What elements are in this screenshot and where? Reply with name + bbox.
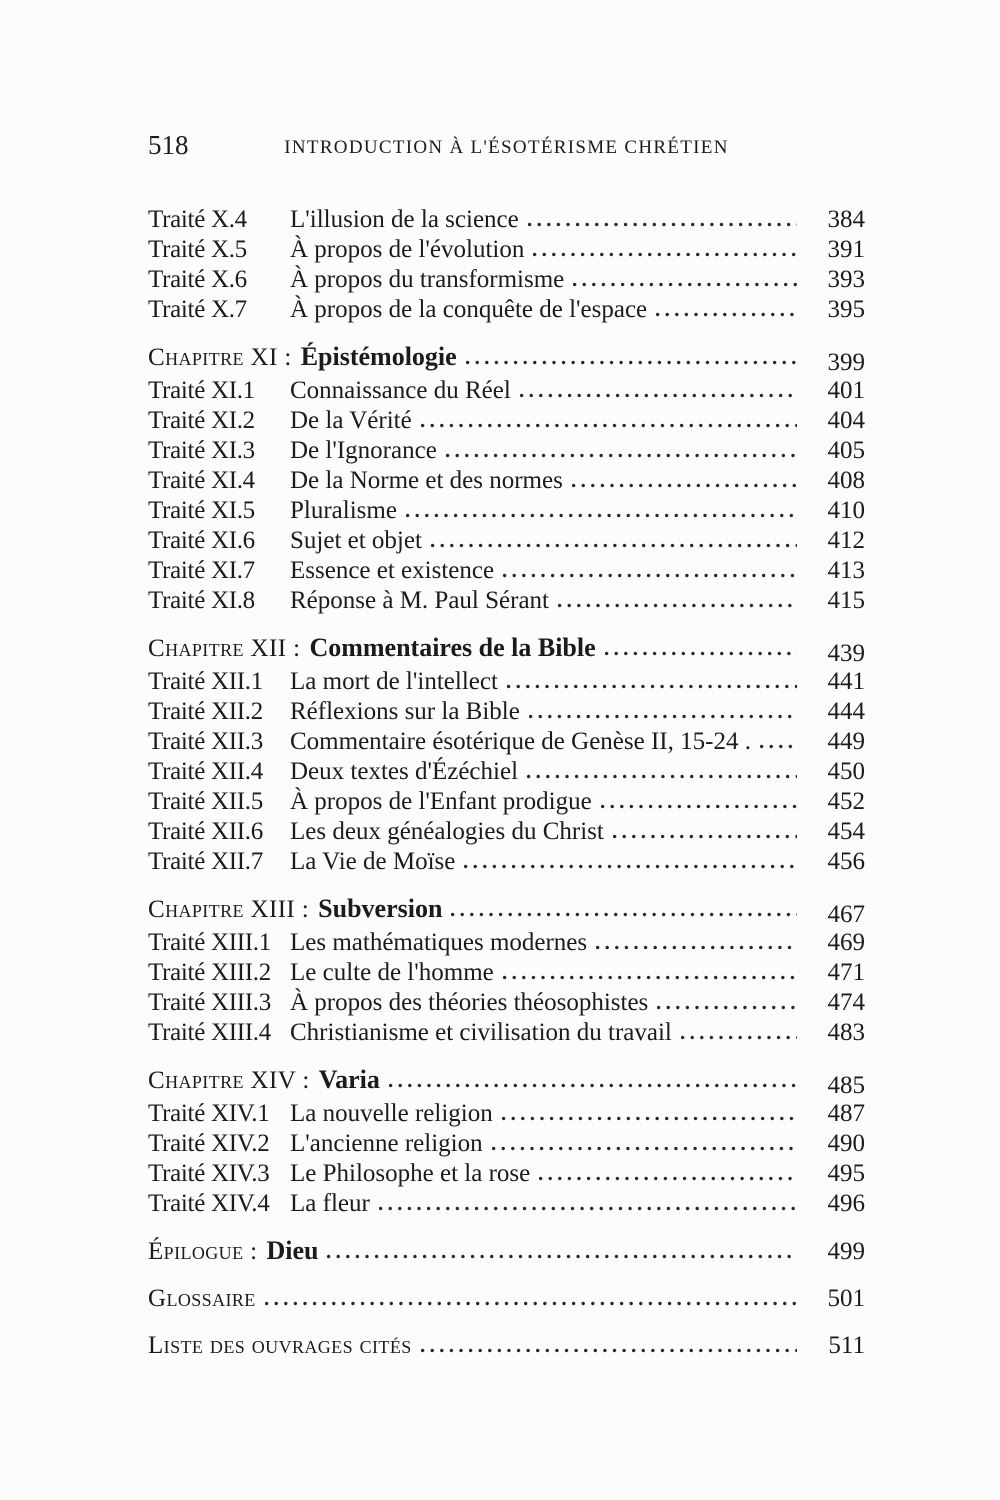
chapter-title: Commentaires de la Bible [309,633,596,662]
toc-entry-page: 452 [827,788,865,815]
toc-row [148,894,865,928]
toc-entry-page: 399 [827,349,865,376]
toc-row [148,235,865,265]
toc-row [148,958,865,988]
toc-entry-page: 410 [827,497,865,524]
toc-row [148,1018,865,1048]
toc-entry-page: 499 [827,1238,865,1265]
toc-entry-title: Essence et existence [290,557,495,584]
toc-entry-label: Traité XIII.1 [148,929,271,956]
toc-entry-title: À propos de l'évolution [290,236,525,263]
toc-entry-label: Traité X.4 [148,206,247,233]
toc-entry-label: Traité XIV.3 [148,1160,270,1187]
toc-entry-label: Traité XIV.2 [148,1130,270,1157]
dotted-leader [601,804,797,809]
toc-entry-title: Commentaire ésotérique de Genèse II, 15-24 . [290,728,751,755]
toc-row [148,633,865,667]
toc-entry-label: Traité XII.4 [148,758,263,785]
toc-row [148,1129,865,1159]
toc-entry-label: Traité XI.3 [148,437,255,464]
toc-entry-page: 415 [827,587,865,614]
toc-entry-page: 401 [827,377,865,404]
toc-row [148,205,865,235]
toc-entry-title: De la Vérité [290,407,412,434]
toc-entry-title: Les mathématiques modernes [290,929,588,956]
toc-entry-page: 412 [827,527,865,554]
dotted-leader [681,1035,797,1040]
toc-row [148,667,865,697]
toc-entry-page: 449 [827,728,865,755]
toc-entry-label: Traité XII.5 [148,788,263,815]
toc-row [148,757,865,787]
page-header [148,131,865,159]
chapter-prefix: Glossaire [148,1285,256,1312]
dotted-leader [421,1348,797,1353]
toc-entry-page: 485 [827,1072,865,1099]
dotted-leader [492,1146,797,1151]
toc-entry-title: À propos de l'Enfant prodigue [290,788,592,815]
toc-entry-label: Traité X.7 [148,296,247,323]
toc-entry-title: Sujet et objet [290,527,422,554]
toc-entry-title: Christianisme et civilisation du travail [290,1019,672,1046]
chapter-title: Dieu [266,1236,319,1265]
chapter-prefix: Épilogue : [148,1238,258,1265]
toc-row [148,265,865,295]
toc-entry-label: Traité XII.3 [148,728,263,755]
toc-entry-label: Traité XI.4 [148,467,255,494]
toc-entry-label: Traité XII.1 [148,668,263,695]
toc-entry-page: 395 [827,296,865,323]
toc-row [148,1159,865,1189]
dotted-leader [613,834,797,839]
dotted-leader [596,945,797,950]
page-number: 518 [148,130,189,160]
dotted-leader [656,312,797,317]
toc-entry-page: 496 [827,1190,865,1217]
dotted-leader [539,1176,797,1181]
dotted-leader [503,573,797,578]
toc-row [148,847,865,877]
toc-entry-title: À propos du transformisme [290,266,565,293]
toc-row [148,342,865,376]
toc-entry-page: 483 [827,1019,865,1046]
dotted-leader [327,1254,797,1259]
toc-entry-page: 404 [827,407,865,434]
toc-entry-label: Traité XII.2 [148,698,263,725]
toc-row [148,526,865,556]
toc-row [148,928,865,958]
toc-entry-label: Traité XI.8 [148,587,255,614]
toc-entry-page: 405 [827,437,865,464]
dotted-leader [265,1301,797,1306]
toc-entry-page: 391 [827,236,865,263]
toc-row [148,787,865,817]
chapter-title: Épistémologie [300,342,457,371]
toc-entry-label: Traité XI.5 [148,497,255,524]
dotted-leader [466,360,797,365]
toc-entry-page: 495 [827,1160,865,1187]
toc-row [148,406,865,436]
toc-entry-title: À propos de la conquête de l'espace [290,296,648,323]
toc-entry-page: 456 [827,848,865,875]
toc-row [148,817,865,847]
toc-row [148,436,865,466]
dotted-leader [605,651,797,656]
dotted-leader [431,543,797,548]
toc-entry-title: Réponse à M. Paul Sérant [290,587,549,614]
toc-entry-title: De la Norme et des normes [290,467,563,494]
toc-row [148,586,865,616]
dotted-leader [451,912,797,917]
toc-row [148,1189,865,1219]
toc-row [148,988,865,1018]
toc-entry-title: La nouvelle religion [290,1100,493,1127]
toc-entry-page: 511 [828,1332,865,1359]
dotted-leader [760,744,797,749]
toc-entry-label: Traité XIII.2 [148,959,271,986]
toc-entry-title: Les deux généalogies du Christ [290,818,604,845]
dotted-leader [528,222,797,227]
toc-entry-page: 490 [827,1130,865,1157]
dotted-leader [572,483,797,488]
dotted-leader [573,282,797,287]
dotted-leader [657,1005,797,1010]
toc-entry-page: 467 [827,901,865,928]
toc-row [148,1284,865,1314]
toc-entry-title: L'ancienne religion [290,1130,483,1157]
chapter-prefix: Chapitre XIII : [148,896,310,923]
toc-row [148,727,865,757]
dotted-leader [527,774,797,779]
toc-entry-page: 501 [827,1285,865,1312]
toc-entry-label: Traité XIII.4 [148,1019,271,1046]
toc-entry-label: Traité XIV.1 [148,1100,270,1127]
toc-row [148,1331,865,1361]
toc-entry-title: De l'Ignorance [290,437,437,464]
toc-entry-label: Traité XIII.3 [148,989,271,1016]
toc-entry-title: L'illusion de la science [290,206,519,233]
dotted-leader [406,513,797,518]
toc-entry-page: 487 [827,1100,865,1127]
dotted-leader [446,453,797,458]
toc-entry-title: Connaissance du Réel [290,377,511,404]
toc-entry-page: 439 [827,640,865,667]
running-title: INTRODUCTION À L'ÉSOTÉRISME CHRÉTIEN [284,137,729,158]
toc-entry-page: 454 [827,818,865,845]
toc-row [148,1065,865,1099]
toc-entry-title: La Vie de Moïse [290,848,456,875]
toc-entry-label: Traité XI.1 [148,377,255,404]
toc-entry-label: Traité XI.7 [148,557,255,584]
toc-entry-page: 393 [827,266,865,293]
toc-row [148,697,865,727]
toc-row [148,496,865,526]
dotted-leader [529,714,797,719]
dotted-leader [558,603,797,608]
toc-entry-label: Traité X.6 [148,266,247,293]
toc-entry-page: 474 [827,989,865,1016]
toc-row [148,376,865,406]
toc-entry-page: 408 [827,467,865,494]
toc-entry-title: La mort de l'intellect [290,668,498,695]
dotted-leader [464,864,797,869]
toc-entry-label: Traité XI.2 [148,407,255,434]
chapter-prefix: Chapitre XIV : [148,1067,310,1094]
toc-entry-label: Traité XII.6 [148,818,263,845]
dotted-leader [389,1083,797,1088]
toc-row [148,1236,865,1267]
toc-entry-title: À propos des théories théosophistes [290,989,649,1016]
toc-entry-page: 469 [827,929,865,956]
dotted-leader [533,252,797,257]
dotted-leader [502,1116,797,1121]
toc-entry-title: Réflexions sur la Bible [290,698,520,725]
toc-row [148,556,865,586]
toc-entry-page: 450 [827,758,865,785]
toc-row [148,295,865,325]
chapter-prefix: Chapitre XII : [148,635,301,662]
chapter-title: Varia [318,1065,380,1094]
chapter-prefix: Chapitre XI : [148,344,292,371]
toc-row [148,466,865,496]
dotted-leader [503,975,797,980]
toc-entry-title: Pluralisme [290,497,397,524]
toc-entry-title: La fleur [290,1190,370,1217]
toc-entry-page: 384 [827,206,865,233]
toc-entry-label: Traité XIV.4 [148,1190,270,1217]
dotted-leader [421,423,797,428]
toc-list [148,205,865,1361]
toc-entry-page: 441 [827,668,865,695]
chapter-title: Subversion [318,894,443,923]
toc-entry-label: Traité XII.7 [148,848,263,875]
toc-entry-label: Traité XI.6 [148,527,255,554]
toc-entry-page: 413 [827,557,865,584]
toc-entry-title: Deux textes d'Ézéchiel [290,758,519,785]
dotted-leader [379,1206,797,1211]
dotted-leader [507,684,797,689]
toc-entry-title: Le Philosophe et la rose [290,1160,531,1187]
toc-entry-label: Traité X.5 [148,236,247,263]
toc-entry-title: Le culte de l'homme [290,959,494,986]
dotted-leader [520,393,797,398]
toc-entry-page: 471 [827,959,865,986]
toc-entry-page: 444 [827,698,865,725]
chapter-prefix: Liste des ouvrages cités [148,1332,412,1359]
toc-row [148,1099,865,1129]
